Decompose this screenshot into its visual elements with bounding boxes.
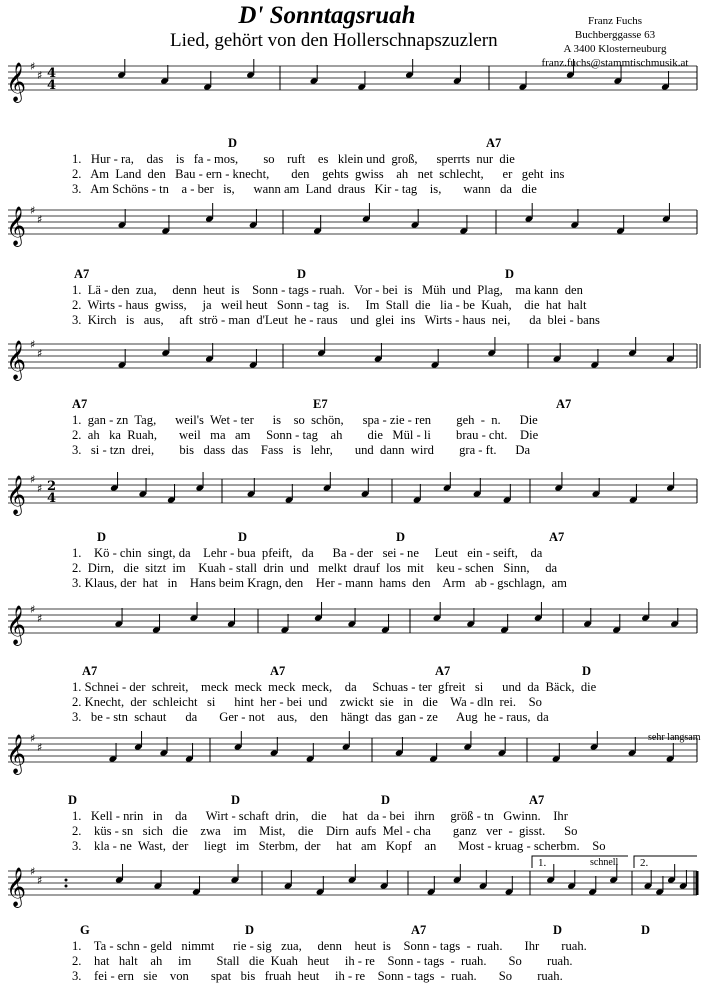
sharp-icon: ♯: [30, 865, 36, 878]
chord-symbol: A7: [411, 923, 427, 937]
time-signature-bottom: 4: [47, 78, 57, 93]
lyric-line-verse-1: 1. gan - zn Tag, weil's Wet - ter is so schön, spa - zie - ren geh - n. Die: [72, 413, 538, 427]
chord-symbol: D: [97, 530, 107, 544]
treble-clef-icon: 𝄞: [6, 475, 27, 515]
chord-symbol: D: [396, 530, 406, 544]
lyric-line-verse-2: 2. Dirn, die sitzt im Kuah - stall drin und melkt drauf los mit keu - schen Sinn, da: [72, 561, 558, 575]
treble-clef-icon: 𝄞: [6, 62, 27, 102]
lyric-line-verse-2: 2. Am Land den Bau - ern - knecht, den gehts gwiss ah net schlecht, er geht ins: [72, 167, 565, 181]
chord-symbol: D: [297, 267, 307, 281]
chord-symbol: D: [553, 923, 563, 937]
chord-symbol: A7: [74, 267, 90, 281]
treble-clef-icon: 𝄞: [6, 734, 27, 774]
sharp-icon: ♯: [30, 732, 36, 745]
lyric-line-verse-2: 2. Wirts - haus gwiss, ja weil heut Sonn - tag is. Im Stall die lia - be Kuah, die hat halt: [72, 298, 587, 312]
lyric-line-verse-2: 2. küs - sn sich die zwa im Mist, die Dirn aufs Mel - cha ganz ver - gisst. So: [72, 824, 578, 838]
author-email: franz.fuchs@stammtischmusik.at: [541, 57, 689, 69]
volta-first-label: 1.: [538, 857, 547, 869]
lyric-line-verse-1: 1. Lä - den zua, denn heut is Sonn - tags - ruah. Vor - bei is Müh und Plag, ma kann den: [72, 283, 583, 297]
chord-symbol: D: [228, 136, 238, 150]
volta-second-label: 2.: [640, 857, 649, 869]
lyric-line-verse-1: 1. Kell - nrin in da Wirt - schaft drin, die hat da - bei ihrn größ - tn Gwinn. Ihr: [72, 809, 568, 823]
chord-symbol: A7: [486, 136, 502, 150]
treble-clef-icon: 𝄞: [6, 206, 27, 246]
chord-symbol: D: [641, 923, 651, 937]
chord-symbol: D: [582, 664, 592, 678]
chord-symbol: A7: [270, 664, 286, 678]
chord-symbol: D: [68, 793, 78, 807]
chord-symbol: D: [231, 793, 241, 807]
sharp-icon: ♯: [37, 741, 43, 754]
lyric-line-verse-3: 3. si - tzn drei, bis dass das Fass is lehr, und dann wird gra - ft. Da: [72, 443, 531, 457]
author-city: A 3400 Klosterneuburg: [563, 43, 667, 55]
chord-symbol: D: [238, 530, 248, 544]
lyric-line-verse-3: 3. fei - ern sie von spat bis fruah heut ih - re Sonn - tags - ruah. So ruah.: [72, 969, 563, 983]
sharp-icon: ♯: [30, 338, 36, 351]
sharp-icon: ♯: [30, 204, 36, 217]
chord-symbol: E7: [313, 397, 328, 411]
chord-symbol: D: [381, 793, 391, 807]
chord-symbol: A7: [549, 530, 565, 544]
sharp-icon: ♯: [37, 874, 43, 887]
lyric-line-verse-1: 1. Schnei - der schreit, meck meck meck meck, da Schuas - ter gfreit si und da Bäck, die: [72, 680, 597, 694]
sharp-icon: ♯: [37, 612, 43, 625]
lyric-line-verse-1: 1. Kö - chin singt, da Lehr - bua pfeift, da Ba - der sei - ne Leut ein - seift, da: [72, 546, 543, 560]
song-subtitle: Lied, gehört von den Hollerschnapszuzlern: [170, 30, 498, 51]
sharp-icon: ♯: [37, 213, 43, 226]
lyric-line-verse-2: 2. Knecht, der schleicht si hint her - bei und zwickt sie in die Wa - dln rei. So: [72, 695, 542, 709]
lyric-line-verse-1: 1. Hur - ra, das is fa - mos, so ruft es klein und groß, sperrts nur die: [72, 152, 515, 166]
chord-symbol: A7: [435, 664, 451, 678]
lyric-line-verse-2: 2. hat halt ah im Stall die Kuah heut ih - re Sonn - tags - ruah. So ruah.: [72, 954, 573, 968]
sharp-icon: ♯: [30, 603, 36, 616]
sharp-icon: ♯: [30, 60, 36, 73]
lyric-line-verse-3: 3. kla - ne Wast, der liegt im Sterbm, der hat am Kopf an Most - kruag - scherbm. So: [72, 839, 606, 853]
chord-symbol: A7: [556, 397, 572, 411]
sharp-icon: ♯: [37, 347, 43, 360]
lyric-line-verse-1: 1. Ta - schn - geld nimmt rie - sig zua, denn heut is Sonn - tags - ruah. Ihr ruah.: [72, 939, 587, 953]
time-signature-top: 2: [47, 479, 57, 494]
treble-clef-icon: 𝄞: [6, 867, 27, 907]
time-signature-bottom: 4: [47, 491, 57, 506]
sharp-icon: ♯: [37, 69, 43, 82]
lyric-line-verse-3: 3. be - stn schaut da Ger - not aus, den hängt das gan - ze Aug he - raus, da: [72, 710, 549, 724]
tempo-mark-slow: sehr langsam: [648, 732, 701, 743]
sharp-icon: ♯: [37, 482, 43, 495]
chord-symbol: A7: [529, 793, 545, 807]
chord-symbol: D: [245, 923, 255, 937]
chord-symbol: A7: [72, 397, 88, 411]
author-street: Buchberggasse 63: [574, 29, 656, 41]
treble-clef-icon: 𝄞: [6, 605, 27, 645]
repeat-dot: [65, 879, 68, 882]
lyric-line-verse-3: 3. Klaus, der hat in Hans beim Kragn, den Her - mann hams den Arm ab - gschlagn, am: [72, 576, 567, 590]
lyric-line-verse-3: 3. Am Schöns - tn a - ber is, wann am Land draus Kir - tag is, wann da die: [72, 182, 537, 196]
song-title: D' Sonntagsruah: [238, 2, 416, 29]
treble-clef-icon: 𝄞: [6, 340, 27, 380]
chord-symbol: A7: [82, 664, 98, 678]
lyric-line-verse-2: 2. ah ka Ruah, weil ma am Sonn - tag ah die Mül - li brau - cht. Die: [72, 428, 539, 442]
lyric-line-verse-3: 3. Kirch is aus, aft strö - man d'Leut he - raus und glei ins Wirts - haus nei, da blei - bans: [72, 313, 600, 327]
author-name: Franz Fuchs: [587, 15, 643, 27]
tempo-mark-fast: schnell: [590, 857, 619, 868]
repeat-dot: [65, 885, 68, 888]
sharp-icon: ♯: [30, 473, 36, 486]
chord-symbol: D: [505, 267, 515, 281]
time-signature-top: 4: [47, 66, 57, 81]
chord-symbol: G: [80, 923, 90, 937]
